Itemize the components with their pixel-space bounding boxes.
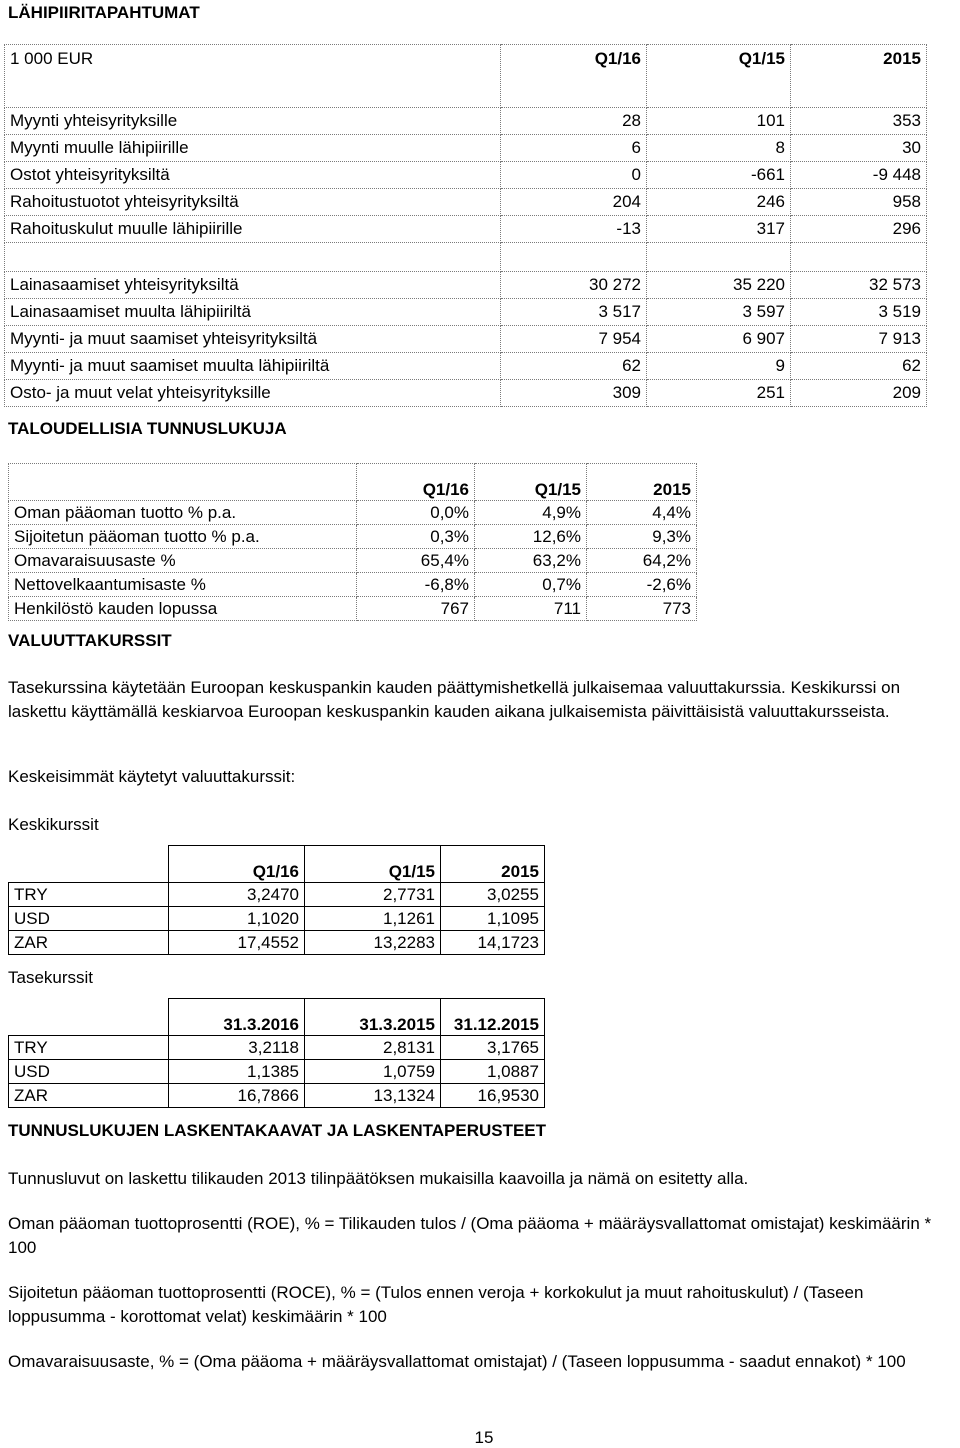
average-rates-label: Keskikurssit [8,815,99,834]
rate-cell-2: 13,2283 [305,931,441,955]
cell-q115: 12,6% [475,525,587,549]
column-header-2015: 2015 [587,464,697,501]
cell-2015: 64,2% [587,549,697,573]
table-row [9,549,697,573]
row-label: Rahoituskulut muulle lähipiirille [5,216,501,243]
closing-rates-label: Tasekurssit [8,968,94,987]
cell-q115: 8 [647,135,791,162]
related-party-body [5,45,927,407]
column-header-q116: Q1/16 [501,45,647,108]
key-figures-heading: TALOUDELLISIA TUNNUSLUKUJA [8,419,287,438]
table-row [5,380,927,407]
column-header-blank [9,999,169,1036]
average-rates-body [9,846,545,955]
row-label: Nettovelkaantumisaste % [9,573,357,597]
table-row [5,326,927,353]
column-header-q115: Q1/15 [475,464,587,501]
row-label: Lainasaamiset yhteisyrityksiltä [5,272,501,299]
formula-roce: Sijoitetun pääoman tuottoprosentti (ROCE), % = (Tulos ennen veroja + korkokulut ja muut rahoituskulut) / (Taseen loppusumma - korottomat velat) keskimäärin * 100 [8,1283,864,1326]
cell-q115: 0,7% [475,573,587,597]
rate-cell-2: 13,1324 [305,1084,441,1108]
cell-q116: 204 [501,189,647,216]
column-header-31-3-2015: 31.3.2015 [305,999,441,1036]
cell-q115: 246 [647,189,791,216]
rate-cell-3: 1,1095 [441,907,545,931]
row-label: Henkilöstö kauden lopussa [9,597,357,621]
row-label: Myynti- ja muut saamiset yhteisyrityksiltä [5,326,501,353]
cell-2015: 353 [791,108,927,135]
closing-rates-header [9,999,545,1036]
cell-2015: 3 519 [791,299,927,326]
cell-q116: 3 517 [501,299,647,326]
rate-cell-1: 16,7866 [169,1084,305,1108]
spacer-row [5,243,927,272]
row-label: Myynti muulle lähipiirille [5,135,501,162]
cell-q115: 4,9% [475,501,587,525]
row-label: Myynti yhteisyrityksille [5,108,501,135]
rate-cell-1: 3,2470 [169,883,305,907]
currency-code: USD [9,907,169,931]
row-label: Oman pääoman tuotto % p.a. [9,501,357,525]
column-header-blank [9,846,169,883]
currency-code: TRY [9,1036,169,1060]
page-title: LÄHIPIIRITAPAHTUMAT [8,3,200,22]
cell-q116: 62 [501,353,647,380]
page-number: 15 [474,1428,494,1447]
cell-q115: -661 [647,162,791,189]
table-row [5,135,927,162]
rate-cell-3: 14,1723 [441,931,545,955]
cell-2015: 296 [791,216,927,243]
rate-cell-1: 1,1385 [169,1060,305,1084]
cell-q116: 6 [501,135,647,162]
column-header-31-3-2016: 31.3.2016 [169,999,305,1036]
formulas-intro: Tunnusluvut on laskettu tilikauden 2013 tilinpäätöksen mukaisilla kaavoilla ja nämä on esitetty alla. [8,1169,749,1188]
row-label: Sijoitetun pääoman tuotto % p.a. [9,525,357,549]
currency-code: ZAR [9,1084,169,1108]
cell-2015: 4,4% [587,501,697,525]
row-label: Lainasaamiset muulta lähipiiriltä [5,299,501,326]
row-label: Rahoitustuotot yhteisyrityksiltä [5,189,501,216]
table-row [9,597,697,621]
cell-2015: 62 [791,353,927,380]
table-row [9,1036,545,1060]
currency-heading: VALUUTTAKURSSIT [8,631,172,650]
table-row [9,907,545,931]
column-header-2015: 2015 [441,846,545,883]
formulas-heading: TUNNUSLUKUJEN LASKENTAKAAVAT JA LASKENTAPERUSTEET [8,1121,547,1140]
table-row [9,1084,545,1108]
rate-cell-3: 3,0255 [441,883,545,907]
table-row [9,1060,545,1084]
cell-q116: 0,0% [357,501,475,525]
column-header-q115: Q1/15 [305,846,441,883]
rate-cell-1: 1,1020 [169,907,305,931]
rate-cell-3: 3,1765 [441,1036,545,1060]
cell-q115: 63,2% [475,549,587,573]
currency-code: ZAR [9,931,169,955]
cell-2015: 30 [791,135,927,162]
currency-intro: Keskeisimmät käytetyt valuuttakurssit: [8,767,296,786]
cell-2015: 958 [791,189,927,216]
table-row [5,189,927,216]
cell-q116: 28 [501,108,647,135]
key-figures-header [9,464,697,501]
cell-2015: 7 913 [791,326,927,353]
rate-cell-2: 2,8131 [305,1036,441,1060]
rate-cell-3: 16,9530 [441,1084,545,1108]
column-header-q115: Q1/15 [647,45,791,108]
cell-q116: 30 272 [501,272,647,299]
average-rates-header [9,846,545,883]
key-figures-table [8,463,697,621]
rate-cell-2: 1,0759 [305,1060,441,1084]
row-label: Ostot yhteisyrityksiltä [5,162,501,189]
cell-2015: 9,3% [587,525,697,549]
cell-q115: 251 [647,380,791,407]
cell-2015: -9 448 [791,162,927,189]
key-figures-body [9,464,697,621]
table-row [5,272,927,299]
currency-description: Tasekurssina käytetään Euroopan keskuspankin kauden päättymishetkellä julkaisemaa valuuttakurssia. Keskikurssi on laskettu käyttämällä keskiarvoa Euroopan keskuspankin kauden aikana julkaisemista päivittäisistä valuuttakursseista. [8,678,901,721]
spacer-cell [647,243,791,272]
table-row [5,216,927,243]
closing-rates-table [8,998,545,1108]
column-header-blank [9,464,357,501]
formula-equity-ratio: Omavaraisuusaste, % = (Oma pääoma + määräysvallattomat omistajat) / (Taseen loppusumma - saadut ennakot) * 100 [8,1352,906,1371]
column-header-2015: 2015 [791,45,927,108]
cell-q115: 35 220 [647,272,791,299]
formula-roe: Oman pääoman tuottoprosentti (ROE), % = Tilikauden tulos / (Oma pääoma + määräysvallattomat omistajat) keskimäärin * 100 [8,1214,932,1257]
column-header-q116: Q1/16 [357,464,475,501]
table-row [9,525,697,549]
table-row [5,353,927,380]
cell-2015: 32 573 [791,272,927,299]
rate-cell-1: 3,2118 [169,1036,305,1060]
cell-2015: -2,6% [587,573,697,597]
cell-q116: 0,3% [357,525,475,549]
currency-code: TRY [9,883,169,907]
table-row [9,573,697,597]
currency-code: USD [9,1060,169,1084]
row-label: Omavaraisuusaste % [9,549,357,573]
column-header-q116: Q1/16 [169,846,305,883]
cell-q116: 309 [501,380,647,407]
related-party-table [4,44,927,407]
table-row [9,931,545,955]
closing-rates-body [9,999,545,1108]
cell-q115: 317 [647,216,791,243]
rate-cell-2: 2,7731 [305,883,441,907]
column-header-unit: 1 000 EUR [5,45,501,108]
rate-cell-3: 1,0887 [441,1060,545,1084]
table-row [9,501,697,525]
cell-q116: -6,8% [357,573,475,597]
spacer-cell [501,243,647,272]
cell-q116: 0 [501,162,647,189]
column-header-31-12-2015: 31.12.2015 [441,999,545,1036]
spacer-cell [5,243,501,272]
cell-q116: -13 [501,216,647,243]
cell-q115: 711 [475,597,587,621]
related-party-header [5,45,927,108]
cell-q116: 767 [357,597,475,621]
rate-cell-1: 17,4552 [169,931,305,955]
spacer-cell [791,243,927,272]
table-row [5,299,927,326]
cell-q115: 6 907 [647,326,791,353]
row-label: Osto- ja muut velat yhteisyrityksille [5,380,501,407]
table-row [9,883,545,907]
row-label: Myynti- ja muut saamiset muulta lähipiiriltä [5,353,501,380]
cell-q115: 3 597 [647,299,791,326]
rate-cell-2: 1,1261 [305,907,441,931]
cell-2015: 209 [791,380,927,407]
table-row [5,108,927,135]
cell-q115: 101 [647,108,791,135]
average-rates-table [8,845,545,955]
cell-q116: 7 954 [501,326,647,353]
table-row [5,162,927,189]
cell-2015: 773 [587,597,697,621]
cell-q116: 65,4% [357,549,475,573]
cell-q115: 9 [647,353,791,380]
